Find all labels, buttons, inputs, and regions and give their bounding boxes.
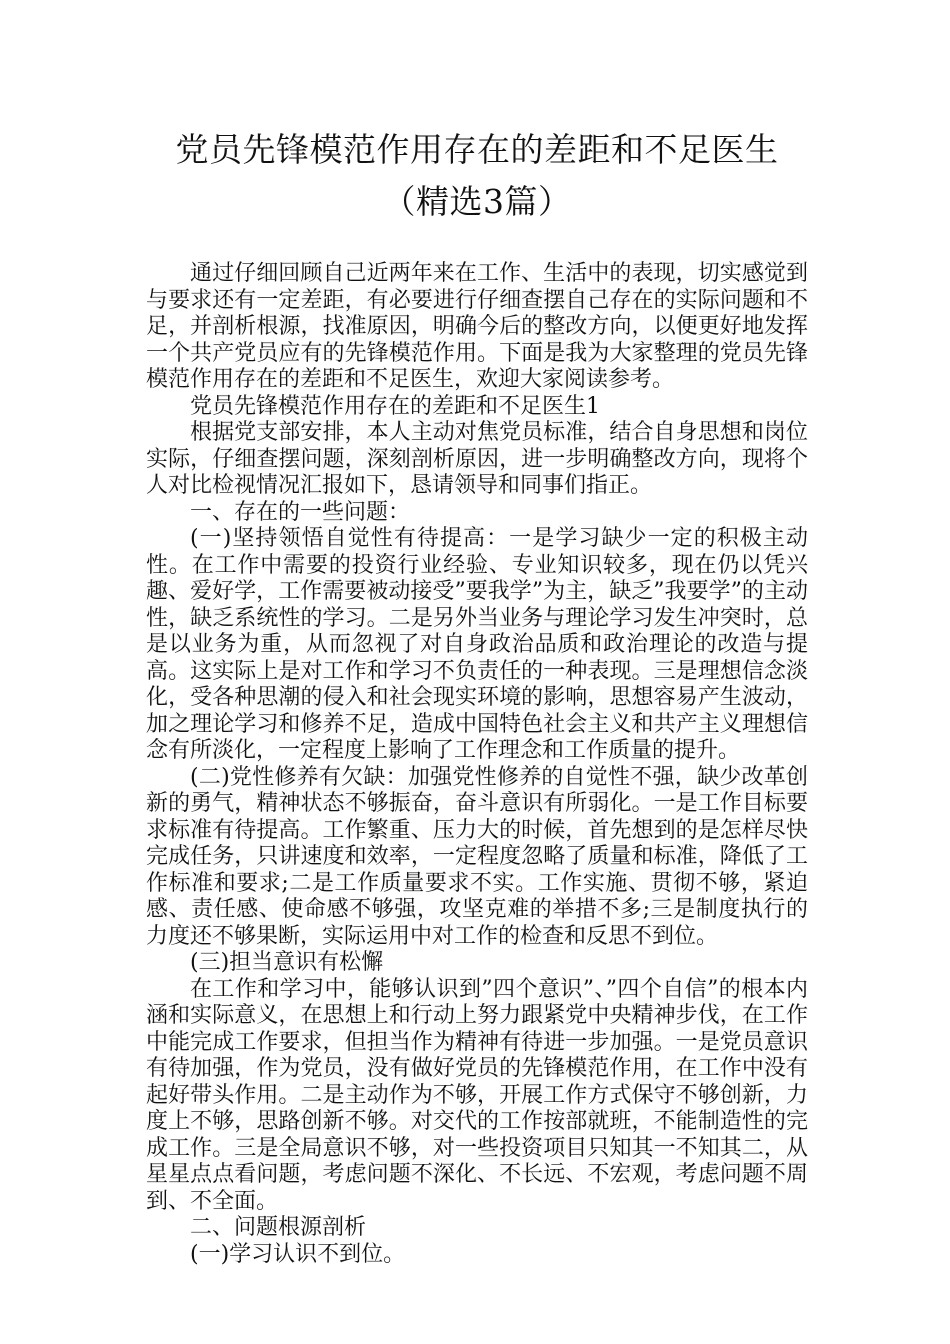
body-paragraph: (一)坚持领悟自觉性有待提高：一是学习缺少一定的积极主动性。在工作中需要的投资行业经验、专业知识较多，现在仍以凭兴趣、爱好学，工作需要被动接受”要我学”为主，缺乏”我要学”的主动性，缺乏系统性的学习。二是另外当业务与理论学习发生冲突时，总是以业务为重，从而忽视了对自身政治品质和政治理论的改造与提高。这实际上是对工作和学习不负责任的一种表现。三是理想信念淡化，受各种思潮的侵入和社会现实环境的影响，思想容易产生波动，加之理论学习和修养不足，造成中国特色社会主义和共产主义理想信念有所淡化，一定程度上影响了工作理念和工作质量的提升。	[146, 526, 808, 763]
subheading-problems: 一、存在的一些问题：	[190, 499, 411, 525]
intro-paragraph: 通过仔细回顾自己近两年来在工作、生活中的表现，切实感觉到与要求还有一定差距，有必要进行仔细查摆自己存在的实际问题和不足，并剖析根源，找准原因，明确今后的整改方向，以便更好地发挥一个共产党员应有的先锋模范作用。下面是我为大家整理的党员先锋模范作用存在的差距和不足医生，欢迎大家阅读参考。	[146, 261, 808, 392]
document-body	[146, 261, 808, 1268]
document-title	[146, 124, 808, 228]
body-paragraph: 在工作和学习中，能够认识到”四个意识”、”四个自信”的根本内涵和实际意义，在思想上和行动上努力跟紧党中央精神步伐，在工作中能完成工作要求，但担当作为精神有待进一步加强。一是党员意识有待加强，作为党员，没有做好党员的先锋模范作用，在工作中没有起好带头作用。二是主动作为不够，开展工作方式保守不够创新，力度上不够，思路创新不够。对交代的工作按部就班，不能制造性的完成工作。三是全局意识不够，对一些投资项目只知其一不知其二，从星星点点看问题，考虑问题不深化、不长远、不宏观，考虑问题不周到、不全面。	[146, 976, 808, 1214]
body-paragraph: 根据党支部安排，本人主动对焦党员标准，结合自身思想和岗位实际，仔细查摆问题，深刻剖析原因，进一步明确整改方向，现将个人对比检视情况汇报如下，恳请领导和同事们指正。	[146, 420, 808, 498]
subheading-root-cause: 二、问题根源剖析	[190, 1215, 367, 1240]
document-page	[146, 124, 808, 1268]
body-paragraph: (二)党性修养有欠缺：加强党性修养的自觉性不强，缺少改革创新的勇气，精神状态不够振奋，奋斗意识有所弱化。一是工作目标要求标准有待提高。工作繁重、压力大的时候，首先想到的是怎样尽快完成任务，只讲速度和效率，一定程度忽略了质量和标准，降低了工作标准和要求;二是工作质量要求不实。工作实施、贯彻不够，紧迫感、责任感、使命感不够强，攻坚克难的举措不多;三是制度执行的力度还不够果断，实际运用中对工作的检查和反思不到位。	[146, 764, 808, 949]
title-line-1: 党员先锋模范作用存在的差距和不足医生	[175, 130, 779, 169]
subheading-responsibility: (三)担当意识有松懈	[190, 950, 384, 975]
title-line-2: （精选3篇）	[382, 182, 572, 221]
section-heading-1: 党员先锋模范作用存在的差距和不足医生1	[190, 393, 600, 419]
subheading-study: (一)学习认识不到位。	[190, 1241, 406, 1267]
